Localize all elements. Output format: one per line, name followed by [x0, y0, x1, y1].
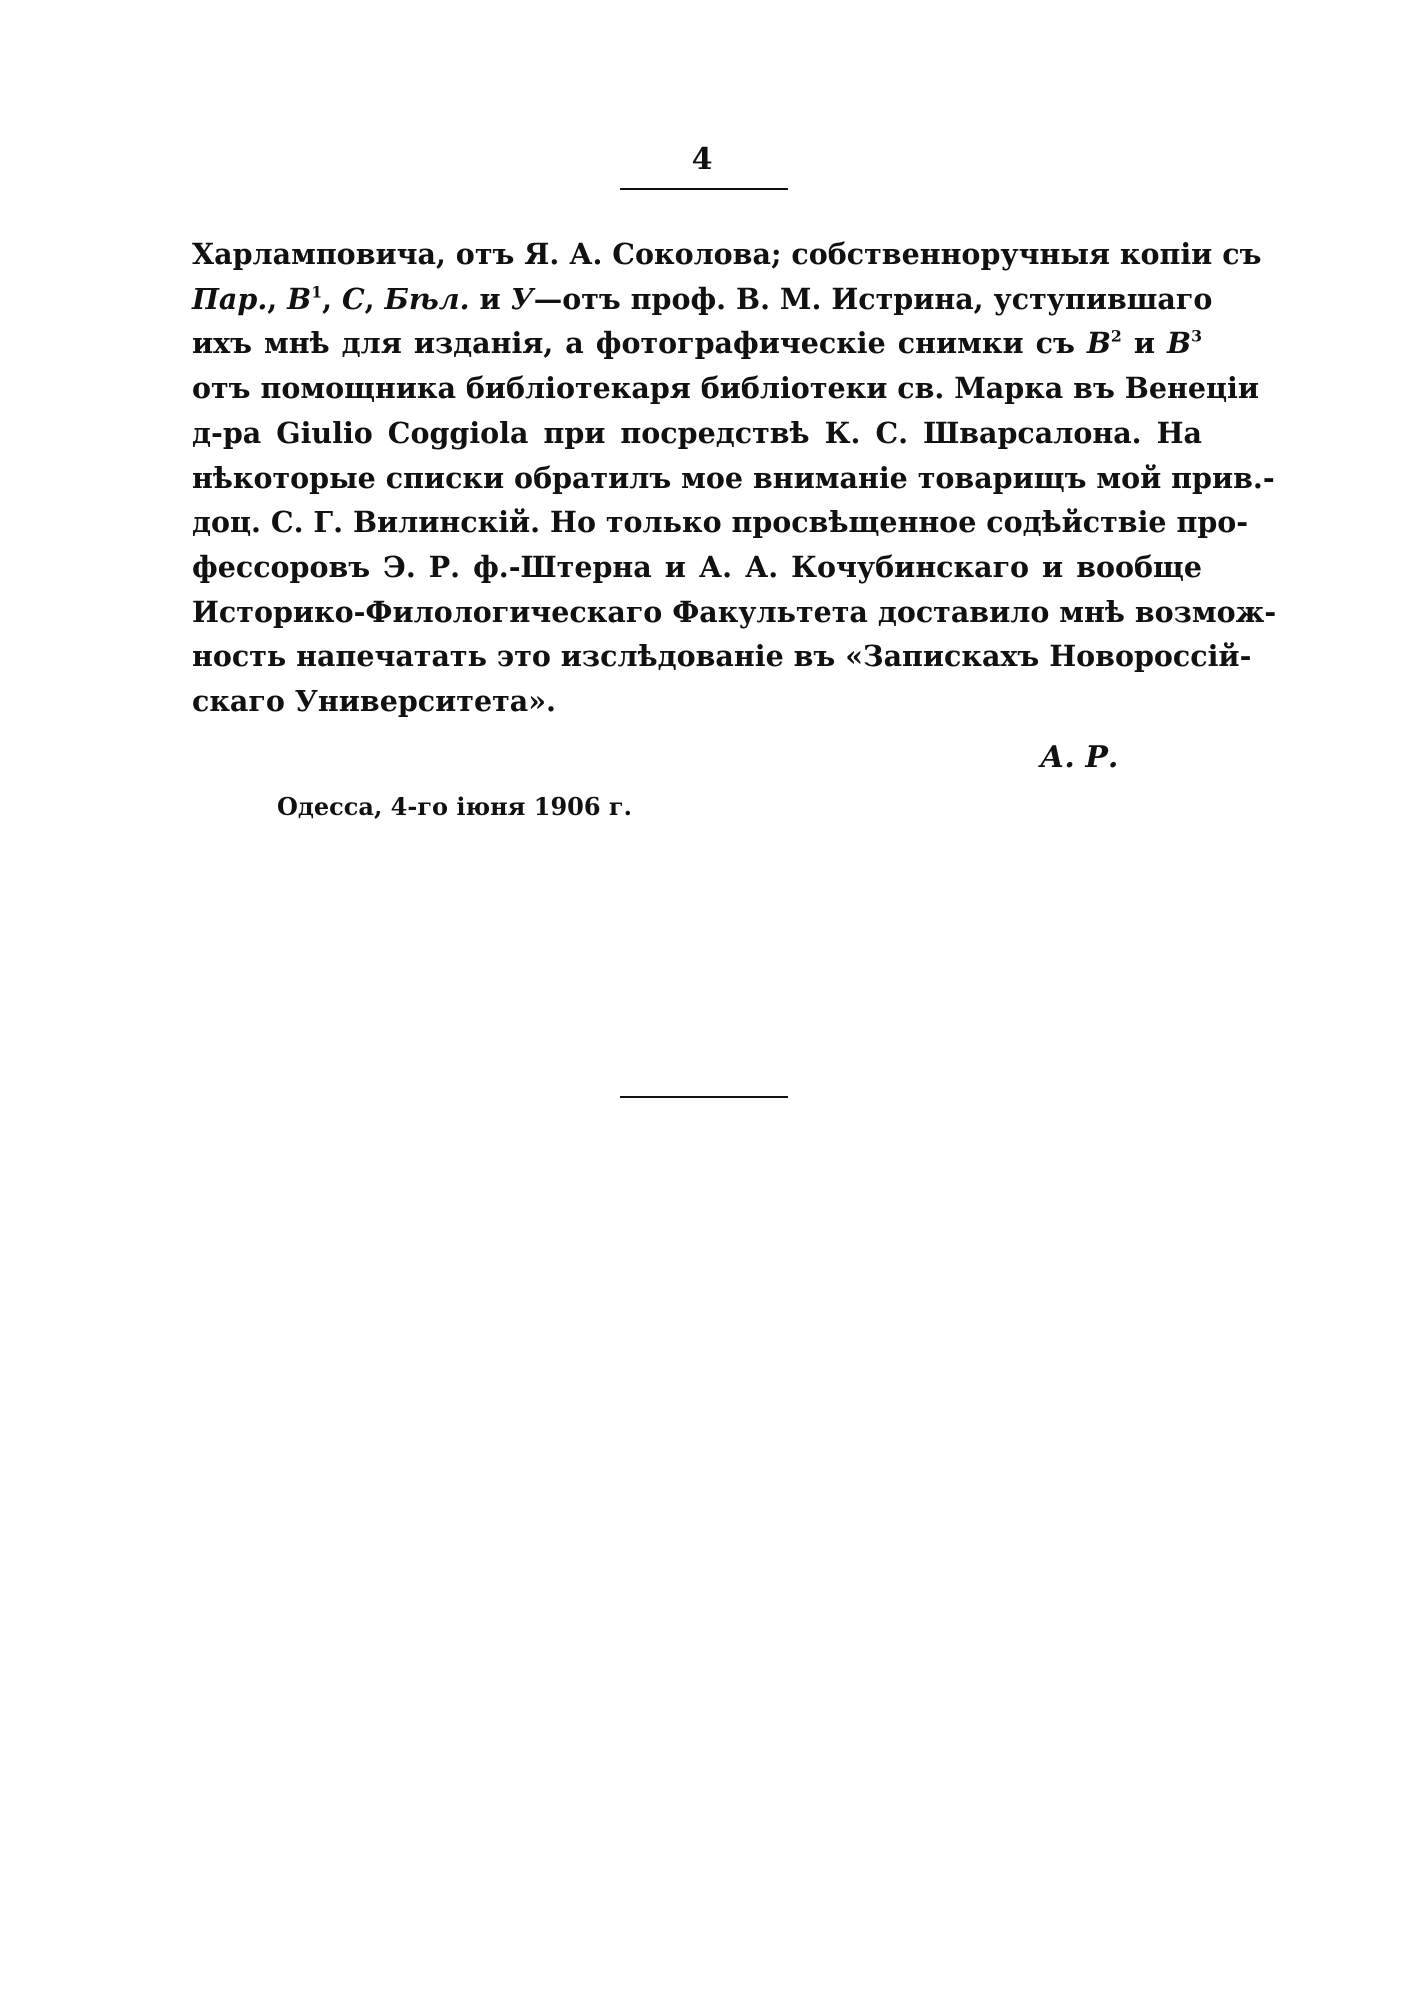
text-line: отъ помощника библіотекаря библіотеки св. Марка въ Венеціи	[192, 371, 1259, 406]
text-line: д-ра Giulio Coggiola при посредствѣ К. С. Шварсалона. На	[192, 415, 1202, 450]
text-line: ность напечатать это изслѣдованіе въ «Запискахъ Новороссій-	[192, 639, 1252, 674]
text-line: Харламповича, отъ Я. А. Соколова; собственноручныя копіи съ	[192, 237, 1262, 271]
author-signature: А. Р.	[1040, 740, 1119, 775]
bottom-rule	[620, 1096, 788, 1098]
text-line: ихъ мнѣ для изданія, а фотографическіе снимки съ $B^2$ и $B^3$	[192, 326, 1202, 361]
page-number: 4	[691, 142, 713, 177]
text-line: нѣкоторые списки обратилъ мое вниманіе товарищъ мой прив.-	[192, 460, 1275, 495]
text-line: Пар., $B^1$, С, Бѣл. и У—отъ проф. В. М. Истрина, уступившаго	[192, 281, 1213, 316]
place-date-line: Одесса, 4-го іюня 1906 г.	[277, 792, 632, 821]
body-paragraph	[192, 232, 1277, 724]
top-rule	[620, 188, 788, 190]
text-line: фессоровъ Э. Р. ф.-Штерна и А. А. Кочубинскаго и вообще	[192, 549, 1202, 584]
text-line: доц. С. Г. Вилинскій. Но только просвѣщенное содѣйствіе про-	[192, 505, 1249, 540]
text-line: скаго Университета».	[192, 684, 556, 719]
text-line: Историко-Филологическаго Факультета доставило мнѣ возмож-	[192, 594, 1277, 629]
